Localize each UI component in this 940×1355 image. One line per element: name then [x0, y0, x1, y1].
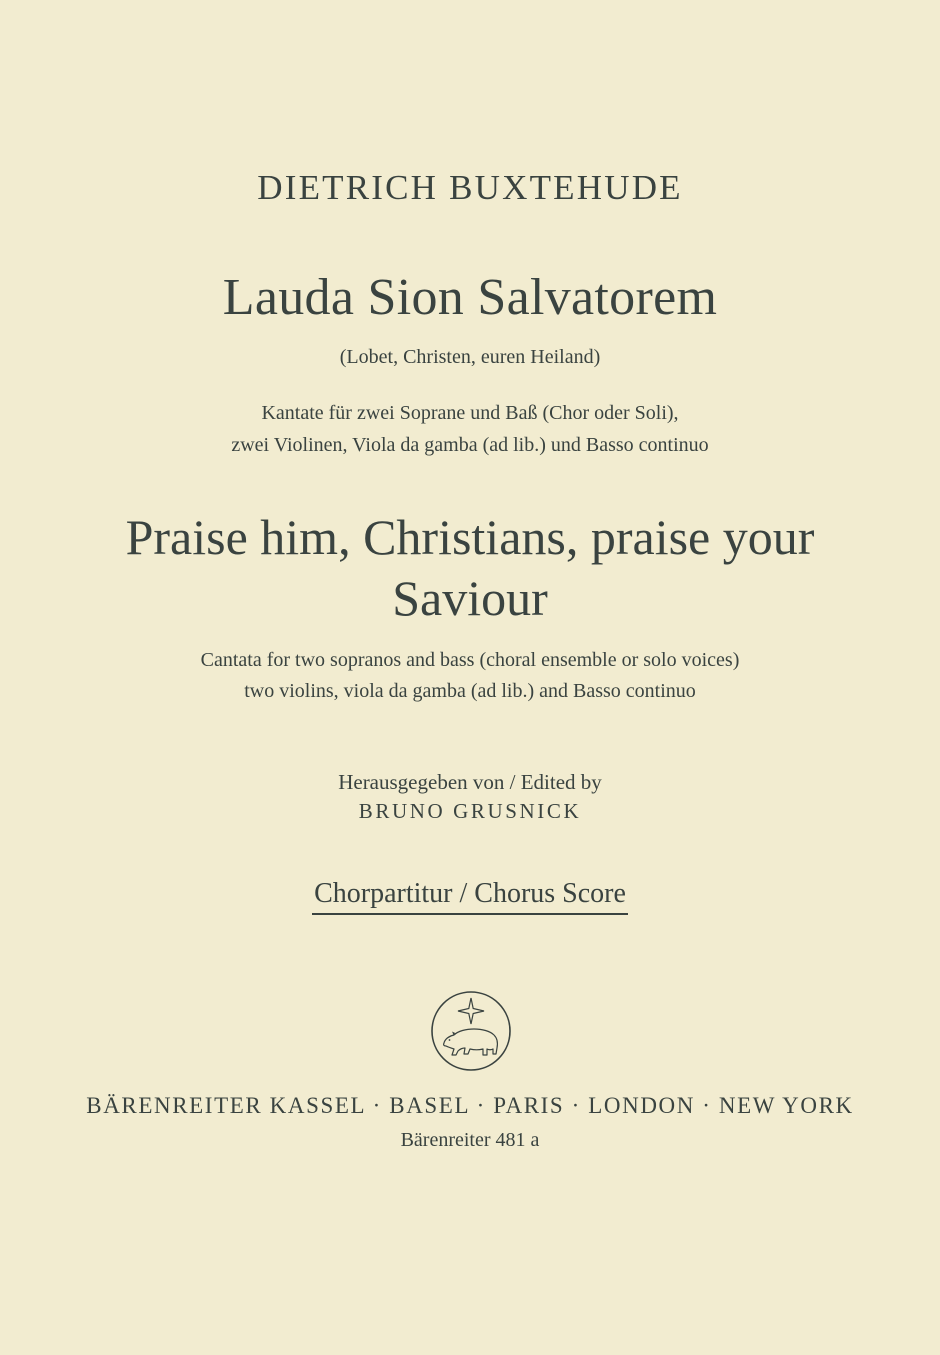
baerenreiter-logo-icon — [430, 990, 512, 1072]
description-german-line-2: zwei Violinen, Viola da gamba (ad lib.) und Basso continuo — [231, 434, 709, 456]
title-english-line-2: Saviour — [392, 570, 548, 626]
composer-name: DIETRICH BUXTEHUDE — [257, 168, 683, 207]
subtitle-german: (Lobet, Christen, euren Heiland) — [339, 346, 601, 368]
description-english-line-1: Cantata for two sopranos and bass (choral ensemble or solo voices) — [200, 649, 740, 671]
editor-name: BRUNO GRUSNICK — [358, 799, 582, 823]
edited-by-label: Herausgegeben von / Edited by — [338, 770, 602, 794]
title-english-line-1: Praise him, Christians, praise your — [125, 509, 815, 565]
score-type-container — [0, 880, 940, 915]
catalog-number: Bärenreiter 481 a — [400, 1129, 540, 1151]
description-english-line-2: two violins, viola da gamba (ad lib.) and Basso continuo — [244, 680, 696, 702]
description-german-line-1: Kantate für zwei Soprane und Baß (Chor oder Soli), — [261, 402, 679, 424]
title-latin: Lauda Sion Salvatorem — [222, 269, 718, 326]
score-type: Chorpartitur / Chorus Score — [312, 880, 628, 915]
publisher-line: BÄRENREITER KASSEL · BASEL · PARIS · LONDON · NEW YORK — [86, 1093, 854, 1118]
